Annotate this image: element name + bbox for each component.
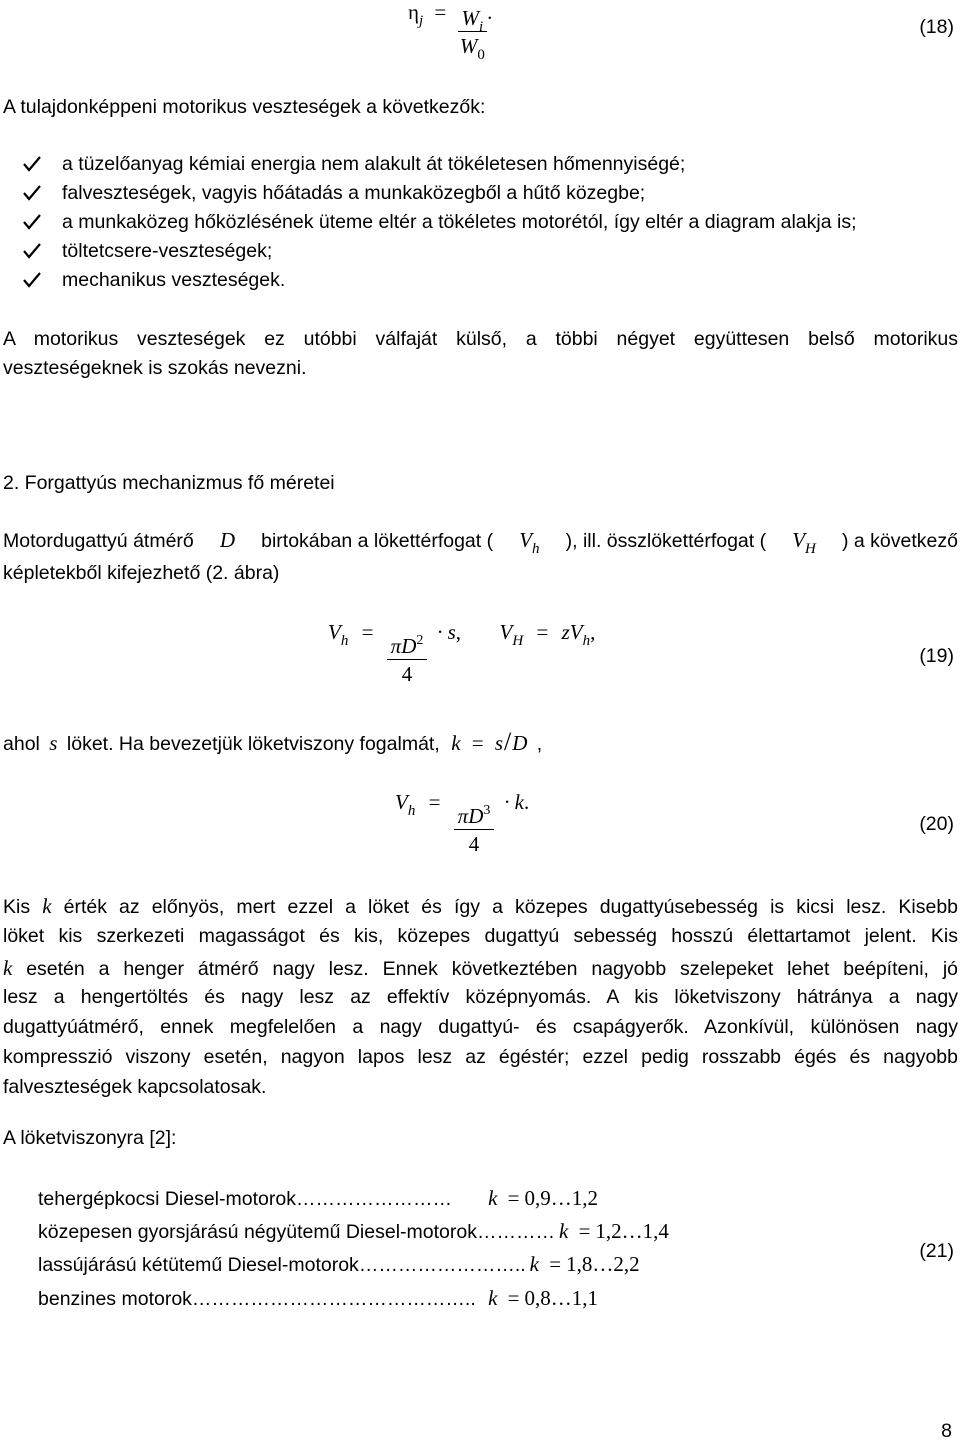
denominator-sub-0: 0 [477,47,485,64]
ratio-row [38,1286,598,1311]
var-D: D [219,528,236,552]
var-H: H [805,541,816,557]
equals-sign: = [507,1186,520,1210]
exponent-3: 3 [483,803,491,818]
multiplication-dot: · [436,620,444,644]
leader-dots: …………………… [295,1188,452,1210]
fraction-piD3-4 [454,805,495,856]
list-item-text: a munkaközeg hőközlésének üteme eltér a tökéletes motorétól, így eltér a diagram alakja is; [62,211,857,233]
var-h: h [340,633,349,649]
equals-sign: = [578,1219,591,1243]
ahol-text-a: ahol [3,733,40,755]
exponent-2: 2 [416,633,424,648]
equals-sign: = [471,731,484,755]
checkmark-icon [22,242,42,260]
denominator-w: W [459,34,478,59]
p3-text: esetén a henger átmérő nagy lesz. Ennek következtében nagyobb szelepeket lehet beépíteni, jó [26,958,958,980]
equation-number-18: (18) [919,16,954,38]
eta-subscript: j [418,13,424,29]
leader-dots: ………… [476,1221,555,1243]
paragraph-2-line-1 [3,528,958,557]
intro-text: A tulajdonképpeni motorikus veszteségek a következők: [3,96,486,118]
ratio-range: 0,9…1,2 [524,1186,598,1210]
equation-number-20: (20) [919,813,954,835]
denominator-4: 4 [468,832,480,857]
paragraph-3-line-2: löket kis szerkezeti magasságot és kis, közepes dugattyú sebesség hosszú élettartamot jelent. Kis [3,925,958,947]
var-V: V [792,528,806,552]
ahol-line [3,727,542,757]
comma: , [590,620,596,644]
p2-text-c: ), ill. összlökettérfogat ( [565,530,767,552]
leader-dots: …………………………………….. [191,1288,476,1310]
numerator-piD: πD [457,804,484,828]
var-k: k [514,790,524,814]
ratio-label: benzines motorok [38,1288,192,1310]
leader-dots: …………………….. [358,1254,526,1276]
equation-number-21: (21) [919,1240,954,1262]
var-h: h [407,803,416,819]
checkmark-icon [22,271,42,289]
ahol-text-b: löket. Ha bevezetjük löketviszony fogalmát, [66,733,440,755]
var-k: k [451,731,461,755]
ratio-label: lassújárású kétütemű Diesel-motorok [38,1254,359,1276]
page-number: 8 [941,1420,952,1442]
checkmark-icon [22,184,42,202]
numerator-w: W [461,6,479,30]
p2-text-a: Motordugattyú átmérő [3,530,194,552]
equation-period: . [523,790,530,814]
paragraph-3-line-4: lesz a hengertöltés és nagy lesz az effektív középnyomás. A kis löketviszony hátránya a nagy [3,986,958,1008]
paragraph-3-line-6: kompresszió viszony esetén, nagyon lapos lesz az égéstér; ezzel pedig rosszabb égés és nagyobb [3,1046,958,1068]
equals-sign: = [536,620,549,644]
ratio-range: 0,8…1,1 [524,1286,598,1310]
ratio-range: 1,2…1,4 [595,1219,669,1243]
equation-period: . [487,0,493,24]
paragraph-3-line-1 [3,894,958,919]
var-h: h [532,541,540,557]
var-s: s [447,620,456,644]
ratio-title: A löketviszonyra [2]: [3,1127,177,1149]
list-item-text: a tüzelőanyag kémiai energia nem alakult át tökéletesen hőmennyiségé; [62,153,686,175]
paragraph-2-line-2: képletekből kifejezhető (2. ábra) [3,562,280,584]
checkmark-icon [22,155,42,173]
var-VH [792,528,816,557]
var-k: k [42,894,52,918]
p3-text: Kis [3,896,31,918]
list-item-text: mechanikus veszteségek. [62,269,286,291]
var-V: V [328,620,341,644]
p2-text-d: ) a következő [841,530,958,552]
var-Vh [519,528,540,557]
var-V: V [395,790,408,814]
var-V: V [519,528,533,552]
comma: , [455,620,462,644]
equation-18 [408,0,493,64]
equals-sign: = [428,790,441,814]
equals-sign: = [507,1286,520,1310]
ratio-row [38,1219,669,1244]
var-s: s [49,731,58,755]
p2-text-b: birtokában a lökettérfogat ( [261,530,494,552]
numerator-piD: πD [390,634,417,658]
ratio-row [38,1186,598,1211]
comma: , [536,733,543,755]
slash: / [504,727,512,756]
paragraph-3-line-3 [3,956,958,981]
paragraph-3-line-7: falveszteségek kapcsolatosak. [3,1076,267,1098]
equation-20 [395,790,529,856]
fraction-piD2-4 [387,635,428,686]
ratio-range: 1,8…2,2 [566,1252,640,1276]
ratio-label: tehergépkocsi Diesel-motorok [38,1188,296,1210]
eta-symbol: η [408,0,419,24]
ratio-label: közepesen gyorsjárású négyütemű Diesel-motorok [38,1221,477,1243]
multiplication-dot: · [503,790,511,814]
var-k: k [488,1186,498,1210]
var-V: V [499,620,513,644]
var-k: k [558,1219,569,1243]
var-H: H [512,633,524,649]
checkmark-icon [22,213,42,231]
list-item-text: falveszteségek, vagyis hőátadás a munkaközegből a hűtő közegbe; [62,182,646,204]
fraction-wi-w0 [458,6,488,64]
var-k: k [3,956,13,980]
paragraph-1-line-2: veszteségeknek is szokás nevezni. [3,357,307,379]
ratio-row [38,1252,640,1277]
equals-sign: = [434,0,447,24]
var-k: k [529,1252,539,1276]
section-heading: 2. Forgattyús mechanizmus fő méretei [3,472,335,494]
var-h: h [582,633,591,649]
var-k: k [488,1286,498,1310]
list-item-text: töltetcsere-veszteségek; [62,240,273,262]
equals-sign: = [549,1252,562,1276]
equation-19 [328,620,595,686]
paragraph-1-line-1: A motorikus veszteségek ez utóbbi válfaját külső, a többi négyet együttesen belső motorikus [3,328,958,350]
var-s: s [494,731,504,755]
var-D: D [512,731,528,755]
equals-sign: = [361,620,374,644]
k-definition [451,727,533,756]
denominator-4: 4 [401,662,413,687]
equation-number-19: (19) [919,645,954,667]
numerator-sub-i: i [479,19,484,35]
var-zV: zV [561,620,583,644]
paragraph-3-line-5: dugattyúátmérő, ennek megfelelően a nagy dugattyú- és csapágyerők. Azonkívül, különösen nagy [3,1016,958,1038]
p3-text: érték az előnyös, mert ezzel a löket és így a közepes dugattyúsebesség is kicsi lesz. Kisebb [63,896,959,918]
